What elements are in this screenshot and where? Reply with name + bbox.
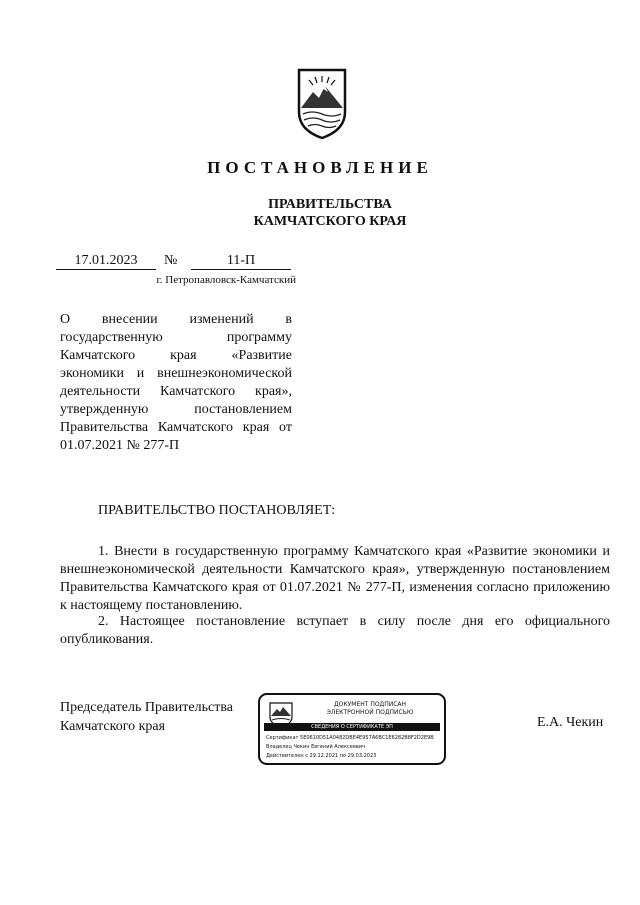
issuer-line-1: ПРАВИТЕЛЬСТВА	[268, 197, 392, 212]
electronic-signature-stamp	[258, 693, 446, 765]
stamp-line-2: ЭЛЕКТРОННОЙ ПОДПИСЬЮ	[326, 709, 414, 716]
signatory-name: Е.А. Чекин	[537, 715, 604, 730]
stamp-line-1: ДОКУМЕНТ ПОДПИСАН	[333, 701, 407, 708]
date-number-row	[56, 253, 291, 271]
stamp-certificate: Сертификат 5E0610D51A0482DBE4E957A6BC1E6282B8F2D2E9B	[266, 735, 434, 741]
decree-heading: ПРАВИТЕЛЬСТВО ПОСТАНОВЛЯЕТ:	[98, 503, 336, 518]
stamp-owner: Владелец Чекин Евгений Алексеевич	[266, 744, 366, 750]
stamp-validity: Действителен с 29.12.2021 по 29.03.2023	[266, 753, 377, 759]
paragraph-1: 1. Внести в государственную программу Камчатского края «Развитие экономики и внешнеэкономической деятельности Камчатского края», утвержденную постановлением Правительства Камчатского края от 01.07.2021 № 277-П, изменения согласно приложению к настоящему постановлению.	[60, 544, 610, 613]
stamp-band: СВЕДЕНИЯ О СЕРТИФИКАТЕ ЭП	[264, 723, 440, 731]
signatory-title	[60, 698, 233, 736]
document-date: 17.01.2023	[56, 253, 156, 270]
number-sign: №	[164, 253, 178, 268]
document-subject: О внесении изменений в государственную программу Камчатского края «Развитие экономики и внешнеэкономической деятельности Камчатского края», утвержденную постановлением Правительства Камчатского края от 01.07.2021 № 277-П	[60, 312, 292, 453]
paragraph-2: 2. Настоящее постановление вступает в силу после дня его официального опубликования.	[60, 614, 610, 647]
document-number: 11-П	[191, 253, 291, 270]
signatory-title-line-2: Камчатского края	[60, 719, 166, 734]
coat-of-arms-icon	[295, 68, 349, 140]
city-line: г. Петропавловск-Камчатский	[156, 274, 296, 286]
signatory-title-line-1: Председатель Правительства	[60, 700, 233, 715]
document-title: ПОСТАНОВЛЕНИЕ	[207, 158, 433, 177]
issuer-line-2: КАМЧАТСКОГО КРАЯ	[253, 214, 407, 229]
